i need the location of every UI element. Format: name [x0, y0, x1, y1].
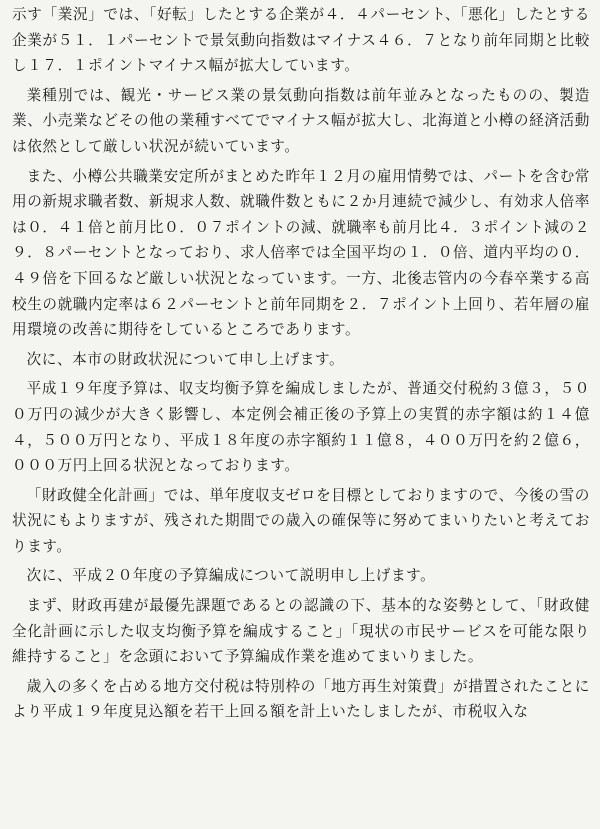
paragraph-fiscal-plan: 「財政健全化計画」では、単年度収支ゼロを目標としておりますので、今後の雪の状況にもよりますが、残された期間での歳入の確保等に努めてまいりたいと考えております。 — [12, 486, 590, 555]
paragraph-finance-intro: 次に、本市の財政状況について申し上げます。 — [26, 350, 345, 368]
paragraph-industry-breakdown: 業種別では、観光・サービス業の景気動向指数は前年並みとなったものの、製造業、小売業などその他の業種すべてでマイナス幅が拡大し、北海道と小樽の経済活動は依然として厳しい状況が続いています。 — [12, 86, 590, 155]
paragraph-business-conditions: 示す「業況」では、「好転」したとする企業が４．４パーセント、「悪化」したとする企業が５１．１パーセントで景気動向指数はマイナス４６．７となり前年同期と比較し１７．１ポイントマイナス幅が拡大しています。 — [12, 6, 590, 75]
paragraph-fy20-intro: 次に、平成２０年度の予算編成について説明申し上げます。 — [26, 567, 436, 585]
paragraph-revenue: 歳入の多くを占める地方交付税は特別枠の「地方再生対策費」が措置されたことにより平成１９年度見込額を若干上回る額を計上いたしましたが、市税収入な — [12, 677, 590, 721]
paragraph-budget-policy: まず、財政再建が最優先課題であるとの認識の下、基本的な姿勢として、「財政健全化計画に示した収支均衡予算を編成すること」「現状の市民サービスを可能な限り維持すること」を念頭において予算編成作業を進めてまいりました。 — [12, 597, 590, 666]
paragraph-fy19-budget: 平成１９年度予算は、収支均衡予算を編成しましたが、普通交付税約３億３，５００万円の減少が大きく影響し、本定例会補正後の予算上の実質的赤字額は約１４億４，５００万円となり、平成１８年度の赤字額約１１億８，４００万円を約２億６，０００万円上回る状況となっております。 — [12, 380, 590, 475]
paragraph-employment: また、小樽公共職業安定所がまとめた昨年１２月の雇用情勢では、パートを含む常用の新規求職者数、新規求人数、就職件数ともに２か月連続で減少し、有効求人倍率は０．４１倍と前月比０．０７ポイントの減、就職率も前月比４．３ポイント減の２９．８パーセントとなっており、求人倍率では全国平均の１．０倍、道内平均の０．４９倍を下回るなど厳しい状況となっています。一方、北後志管内の今春卒業する高校生の就職内定率は６２パーセントと前年同期を２．７ポイント上回り、若年層の雇用環境の改善に期待をしているところであります。 — [12, 167, 590, 339]
